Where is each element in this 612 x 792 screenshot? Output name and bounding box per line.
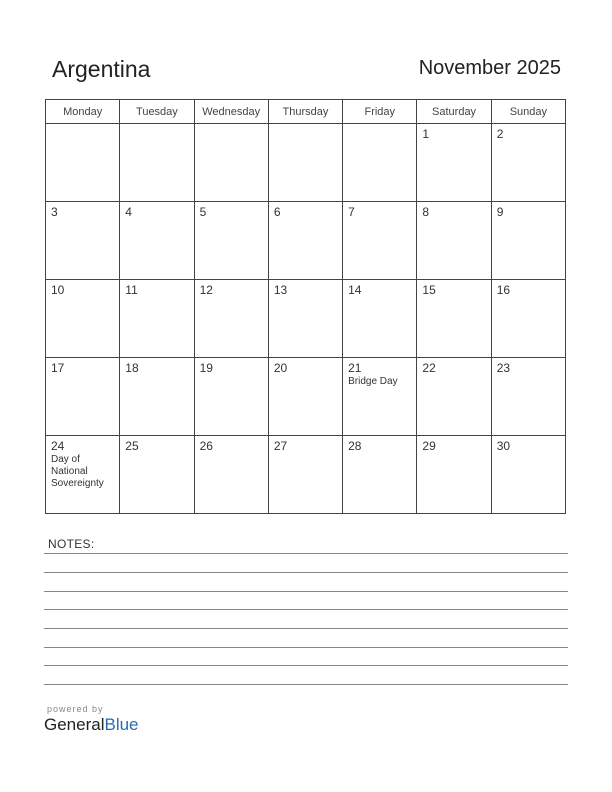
week-row — [46, 124, 566, 202]
day-cell — [417, 124, 491, 202]
day-number: 13 — [273, 283, 288, 297]
day-number — [195, 124, 268, 127]
day-number: 4 — [125, 205, 132, 219]
day-number — [120, 124, 193, 127]
day-cell — [268, 124, 342, 202]
day-number: 8 — [422, 205, 430, 219]
day-cell — [120, 202, 194, 280]
note-line — [44, 628, 568, 629]
note-line — [44, 591, 568, 592]
day-number: 22 — [422, 361, 436, 375]
day-cell — [343, 436, 417, 514]
day-number: 23 — [496, 361, 511, 375]
day-number — [269, 124, 342, 127]
day-cell — [417, 358, 491, 436]
week-row — [46, 358, 566, 436]
day-cell — [46, 358, 120, 436]
day-number: 24 — [51, 439, 65, 453]
day-number: 3 — [51, 205, 58, 219]
day-cell — [194, 436, 268, 514]
day-cell — [120, 358, 194, 436]
weekday-header: Wednesday — [194, 100, 268, 124]
day-number — [46, 124, 119, 127]
day-cell — [46, 124, 120, 202]
day-cell — [120, 124, 194, 202]
day-number: 1 — [422, 127, 430, 141]
day-cell — [491, 436, 565, 514]
week-row — [46, 436, 566, 514]
day-cell — [491, 124, 565, 202]
day-cell — [46, 280, 120, 358]
day-cell — [491, 202, 565, 280]
day-number: 21 — [348, 361, 362, 375]
month-title: November 2025 — [418, 57, 561, 79]
note-line — [44, 572, 568, 573]
day-number: 16 — [496, 283, 511, 297]
day-cell — [268, 202, 342, 280]
day-number: 5 — [199, 205, 207, 219]
day-number: 10 — [51, 283, 65, 297]
day-number: 27 — [273, 439, 288, 453]
day-cell — [268, 358, 342, 436]
day-number: 28 — [348, 439, 362, 453]
day-cell — [194, 124, 268, 202]
powered-by-text: powered by — [47, 704, 104, 714]
day-number: 2 — [496, 127, 504, 141]
note-line — [44, 609, 568, 610]
day-cell — [120, 280, 194, 358]
day-cell — [343, 358, 417, 436]
day-number: 20 — [273, 361, 288, 375]
day-cell — [194, 202, 268, 280]
day-cell — [343, 124, 417, 202]
day-cell — [268, 280, 342, 358]
note-line — [44, 553, 568, 554]
day-cell — [343, 280, 417, 358]
footer-logo — [44, 704, 139, 735]
day-cell — [343, 202, 417, 280]
note-line — [44, 684, 568, 685]
day-cell — [491, 280, 565, 358]
weekday-header: Thursday — [268, 100, 342, 124]
day-number: 6 — [273, 205, 281, 219]
day-number: 17 — [51, 361, 65, 375]
holiday-label: Bridge Day — [348, 376, 398, 387]
day-cell — [491, 358, 565, 436]
day-number: 25 — [125, 439, 139, 453]
weekday-header: Friday — [343, 100, 417, 124]
day-number: 30 — [496, 439, 511, 453]
day-number: 9 — [496, 205, 504, 219]
day-cell — [194, 280, 268, 358]
day-number: 18 — [125, 361, 139, 375]
day-cell — [268, 436, 342, 514]
day-number: 12 — [199, 283, 213, 297]
day-cell — [194, 358, 268, 436]
day-cell — [46, 202, 120, 280]
day-number: 29 — [422, 439, 436, 453]
day-number: 19 — [199, 361, 213, 375]
day-number — [343, 124, 416, 127]
holiday-label: Day of National Sovereignty — [51, 454, 104, 489]
brand-general: General — [44, 715, 105, 734]
weekday-header: Saturday — [417, 100, 491, 124]
weekday-header: Sunday — [491, 100, 565, 124]
weekday-header: Tuesday — [120, 100, 194, 124]
notes-label: NOTES: — [48, 537, 95, 551]
brand-blue: Blue — [104, 715, 139, 734]
day-cell — [417, 280, 491, 358]
day-number: 11 — [125, 283, 138, 297]
week-row — [46, 202, 566, 280]
day-cell — [46, 436, 120, 514]
day-cell — [417, 436, 491, 514]
day-number: 15 — [422, 283, 436, 297]
note-line — [44, 665, 568, 666]
day-cell — [120, 436, 194, 514]
country-title: Argentina — [52, 56, 151, 82]
brand-logo — [44, 715, 139, 735]
weekday-header-row — [46, 100, 566, 124]
note-line — [44, 647, 568, 648]
day-number: 7 — [348, 205, 355, 219]
day-cell — [417, 202, 491, 280]
day-number: 26 — [199, 439, 213, 453]
weekday-header: Monday — [46, 100, 120, 124]
day-number: 14 — [348, 283, 362, 297]
calendar-grid — [45, 99, 566, 514]
week-row — [46, 280, 566, 358]
